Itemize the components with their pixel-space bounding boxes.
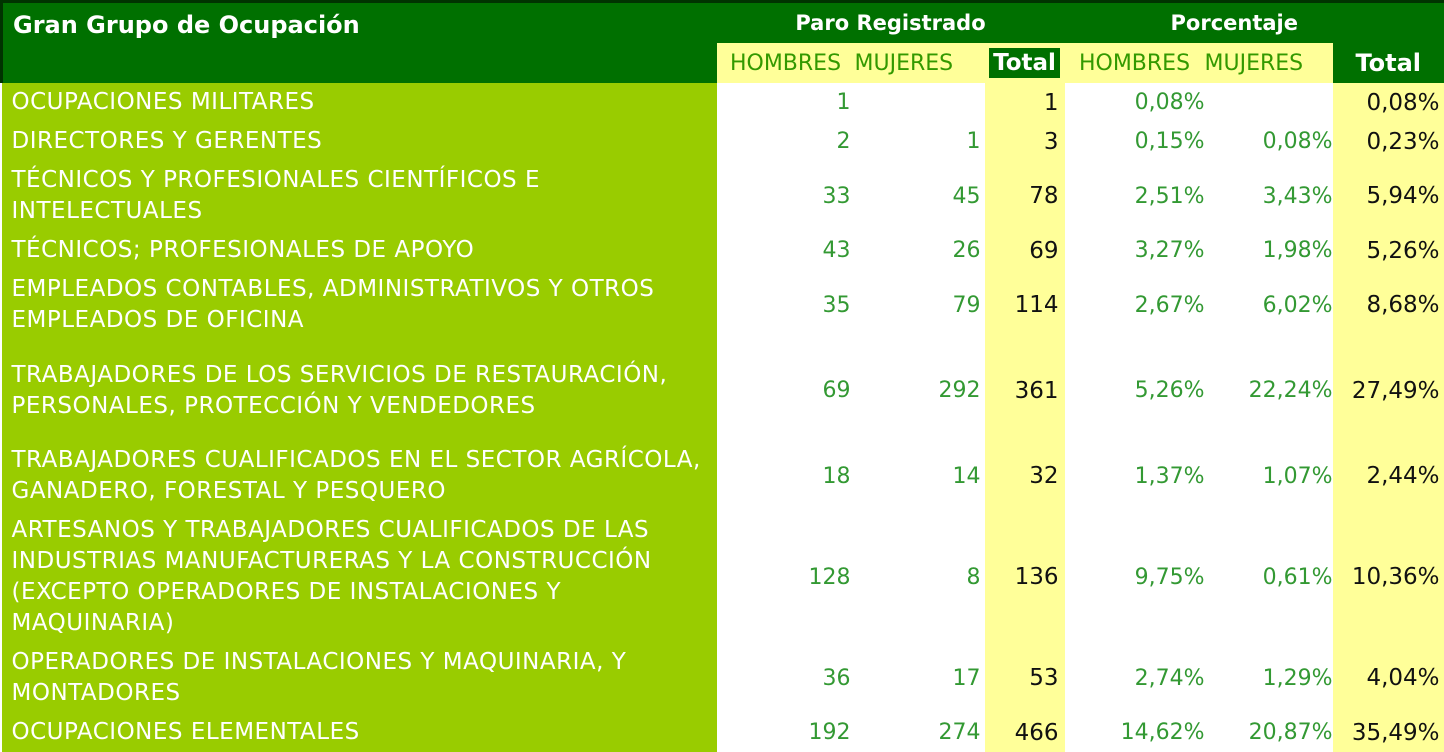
header-row-groups xyxy=(2,2,1444,44)
table-row xyxy=(2,122,1444,161)
col-pct-hombres: HOMBRES xyxy=(1065,43,1205,83)
cell-total: 78 xyxy=(985,161,1065,231)
cell-pct-hombres: 0,15% xyxy=(1065,122,1205,161)
cell-pct-total: 0,23% xyxy=(1333,122,1444,161)
cell-hombres: 1 xyxy=(717,83,855,122)
table-row xyxy=(2,643,1444,713)
cell-pct-total: 5,26% xyxy=(1333,231,1444,270)
row-label: OPERADORES DE INSTALACIONES Y MAQUINARIA, Y MONTADORES xyxy=(2,643,717,713)
cell-pct-hombres: 2,74% xyxy=(1065,643,1205,713)
cell-pct-mujeres: 1,29% xyxy=(1205,643,1333,713)
cell-pct-hombres: 3,27% xyxy=(1065,231,1205,270)
cell-pct-mujeres: 22,24% xyxy=(1205,340,1333,441)
col-pct-total: Total xyxy=(1333,43,1444,83)
cell-pct-hombres: 5,26% xyxy=(1065,340,1205,441)
cell-total: 53 xyxy=(985,643,1065,713)
cell-pct-total: 8,68% xyxy=(1333,270,1444,340)
cell-pct-mujeres: 3,43% xyxy=(1205,161,1333,231)
cell-total: 114 xyxy=(985,270,1065,340)
table-row xyxy=(2,713,1444,752)
table-row xyxy=(2,441,1444,511)
row-label: ARTESANOS Y TRABAJADORES CUALIFICADOS DE LAS INDUSTRIAS MANUFACTURERAS Y LA CONSTRUCCIÓN (EXCEPTO OPERADORES DE INSTALACIONES Y MAQUINARIA) xyxy=(2,511,717,643)
row-label: DIRECTORES Y GERENTES xyxy=(2,122,717,161)
table-row xyxy=(2,270,1444,340)
cell-pct-hombres: 14,62% xyxy=(1065,713,1205,752)
cell-pct-total: 5,94% xyxy=(1333,161,1444,231)
table-row xyxy=(2,340,1444,441)
cell-pct-hombres: 2,67% xyxy=(1065,270,1205,340)
table-row xyxy=(2,83,1444,122)
cell-total: 32 xyxy=(985,441,1065,511)
cell-pct-hombres: 2,51% xyxy=(1065,161,1205,231)
cell-total: 1 xyxy=(985,83,1065,122)
table-row xyxy=(2,161,1444,231)
cell-pct-hombres: 0,08% xyxy=(1065,83,1205,122)
cell-pct-total: 2,44% xyxy=(1333,441,1444,511)
cell-pct-total: 0,08% xyxy=(1333,83,1444,122)
cell-pct-mujeres: 6,02% xyxy=(1205,270,1333,340)
cell-mujeres xyxy=(855,83,985,122)
cell-hombres: 36 xyxy=(717,643,855,713)
cell-total: 69 xyxy=(985,231,1065,270)
col-total-label: Total xyxy=(989,48,1060,78)
cell-mujeres: 274 xyxy=(855,713,985,752)
row-label: OCUPACIONES MILITARES xyxy=(2,83,717,122)
cell-pct-total: 35,49% xyxy=(1333,713,1444,752)
cell-mujeres: 45 xyxy=(855,161,985,231)
group-paro-registrado: Paro Registrado xyxy=(717,2,1065,44)
cell-hombres: 35 xyxy=(717,270,855,340)
cell-pct-total: 4,04% xyxy=(1333,643,1444,713)
cell-hombres: 33 xyxy=(717,161,855,231)
cell-mujeres: 26 xyxy=(855,231,985,270)
row-label: OCUPACIONES ELEMENTALES xyxy=(2,713,717,752)
cell-total: 136 xyxy=(985,511,1065,643)
cell-total: 466 xyxy=(985,713,1065,752)
cell-pct-mujeres: 20,87% xyxy=(1205,713,1333,752)
cell-pct-total: 10,36% xyxy=(1333,511,1444,643)
row-label: TRABAJADORES CUALIFICADOS EN EL SECTOR AGRÍCOLA, GANADERO, FORESTAL Y PESQUERO xyxy=(2,441,717,511)
col-total xyxy=(985,43,1065,83)
cell-mujeres: 292 xyxy=(855,340,985,441)
col-mujeres: MUJERES xyxy=(855,43,985,83)
cell-mujeres: 79 xyxy=(855,270,985,340)
cell-pct-hombres: 1,37% xyxy=(1065,441,1205,511)
col-hombres: HOMBRES xyxy=(717,43,855,83)
cell-hombres: 18 xyxy=(717,441,855,511)
cell-pct-mujeres: 0,08% xyxy=(1205,122,1333,161)
cell-pct-total: 27,49% xyxy=(1333,340,1444,441)
cell-hombres: 128 xyxy=(717,511,855,643)
col-pct-mujeres: MUJERES xyxy=(1205,43,1333,83)
cell-mujeres: 14 xyxy=(855,441,985,511)
cell-hombres: 192 xyxy=(717,713,855,752)
cell-hombres: 43 xyxy=(717,231,855,270)
cell-hombres: 2 xyxy=(717,122,855,161)
row-label: TRABAJADORES DE LOS SERVICIOS DE RESTAURACIÓN, PERSONALES, PROTECCIÓN Y VENDEDORES xyxy=(2,340,717,441)
row-label: TÉCNICOS; PROFESIONALES DE APOYO xyxy=(2,231,717,270)
table-title: Gran Grupo de Ocupación xyxy=(2,2,717,84)
cell-mujeres: 17 xyxy=(855,643,985,713)
cell-pct-mujeres: 1,07% xyxy=(1205,441,1333,511)
row-label: TÉCNICOS Y PROFESIONALES CIENTÍFICOS E INTELECTUALES xyxy=(2,161,717,231)
cell-mujeres: 8 xyxy=(855,511,985,643)
cell-pct-mujeres: 0,61% xyxy=(1205,511,1333,643)
cell-total: 361 xyxy=(985,340,1065,441)
cell-hombres: 69 xyxy=(717,340,855,441)
cell-pct-mujeres xyxy=(1205,83,1333,122)
table-row xyxy=(2,231,1444,270)
cell-mujeres: 1 xyxy=(855,122,985,161)
cell-total: 3 xyxy=(985,122,1065,161)
group-porcentaje: Porcentaje xyxy=(1065,2,1444,44)
cell-pct-mujeres: 1,98% xyxy=(1205,231,1333,270)
row-label: EMPLEADOS CONTABLES, ADMINISTRATIVOS Y OTROS EMPLEADOS DE OFICINA xyxy=(2,270,717,340)
table-row xyxy=(2,511,1444,643)
cell-pct-hombres: 9,75% xyxy=(1065,511,1205,643)
